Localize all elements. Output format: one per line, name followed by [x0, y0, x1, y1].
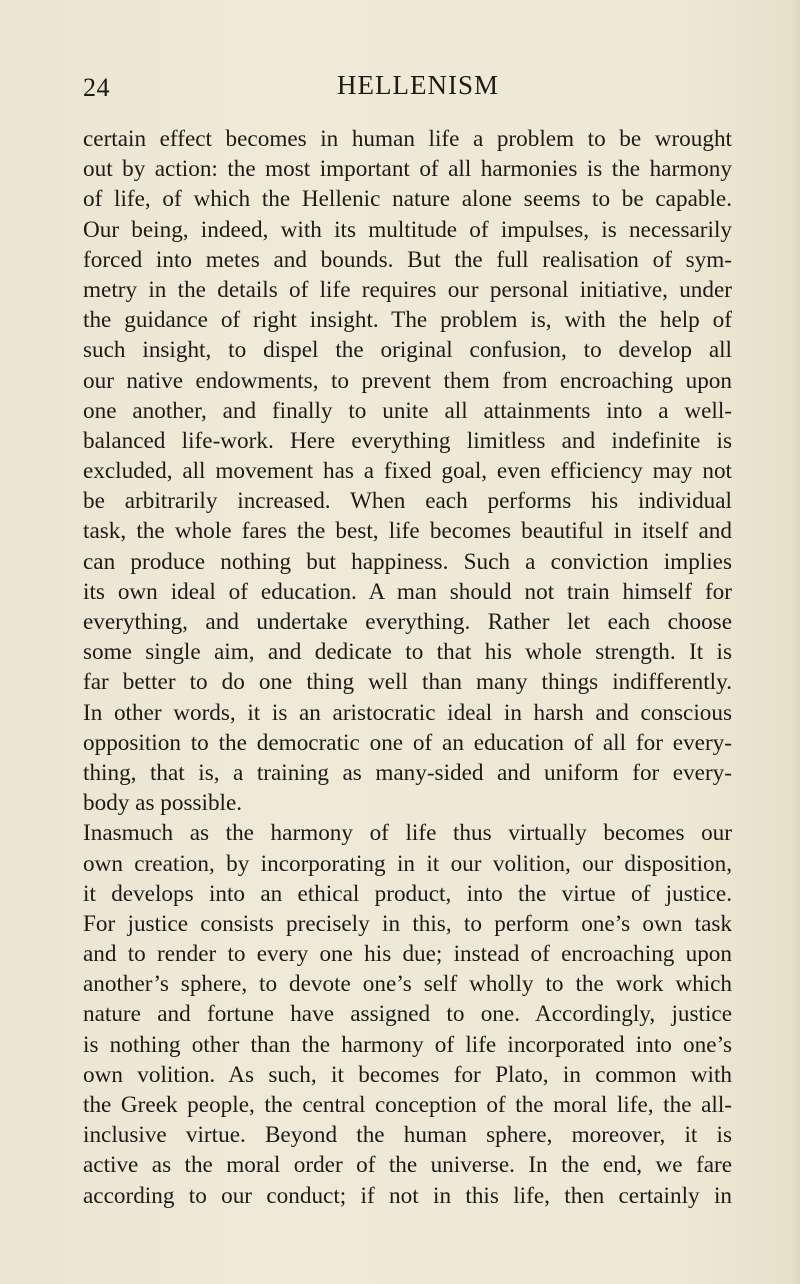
paragraph-start-line: Inasmuch as the harmony of life thus virtually becomes our [83, 820, 732, 847]
text-line: can produce nothing but happiness. Such a conviction implies [83, 548, 732, 575]
page-number: 24 [83, 73, 110, 102]
text-line: the Greek people, the central conception of the moral life, the all- [83, 1092, 732, 1118]
text-line: For justice consists precisely in this, to perform one’s own task [83, 910, 732, 937]
text-line: active as the moral order of the universe. In the end, we fare [83, 1152, 732, 1179]
text-line: inclusive virtue. Beyond the human sphere, moreover, it is [83, 1122, 732, 1149]
text-line: according to our conduct; if not in this life, then certainly in [83, 1182, 732, 1209]
paragraph-end-line: body as possible. [83, 790, 243, 817]
text-line: is nothing other than the harmony of life incorporated into one’s [83, 1031, 732, 1058]
text-line: the guidance of right insight. The problem is, with the help of [83, 307, 732, 334]
text-line: forced into metes and bounds. But the full realisation of sym- [83, 246, 732, 273]
page-header [83, 64, 733, 104]
text-line: opposition to the democratic one of an education of all for every- [83, 729, 732, 756]
text-line: out by action: the most important of all harmonies is the harmony [83, 156, 732, 183]
text-line: one another, and finally to unite all attainments into a well- [83, 397, 732, 424]
text-line: its own ideal of education. A man should not train himself for [83, 578, 732, 605]
text-line: certain effect becomes in human life a problem to be wrought [83, 126, 732, 152]
running-title: HELLENISM [337, 70, 499, 100]
text-line: it develops into an ethical product, into the virtue of justice. [83, 880, 732, 907]
text-line: of life, of which the Hellenic nature alone seems to be capable. [83, 186, 732, 213]
text-line: some single aim, and dedicate to that his whole strength. It is [83, 639, 732, 666]
text-line: everything, and undertake everything. Rather let each choose [83, 609, 732, 635]
page-edge-shadow [790, 0, 800, 1284]
text-line: far better to do one thing well than many things indifferently. [83, 669, 732, 696]
body-text [83, 124, 732, 1211]
text-line: another’s sphere, to devote one’s self wholly to the work which [83, 971, 732, 998]
text-line: excluded, all movement has a fixed goal, even efficiency may not [83, 458, 732, 485]
text-line: thing, that is, a training as many-sided and uniform for every- [83, 759, 732, 786]
text-line: balanced life-work. Here everything limitless and indefinite is [83, 427, 732, 454]
text-line: be arbitrarily increased. When each performs his individual [83, 488, 732, 515]
text-line: task, the whole fares the best, life becomes beautiful in itself and [83, 518, 732, 545]
text-line: metry in the details of life requires our personal initiative, under [83, 276, 732, 303]
text-line: own creation, by incorporating in it our volition, our disposition, [83, 850, 732, 877]
text-line: and to render to every one his due; instead of encroaching upon [83, 941, 732, 968]
text-line: such insight, to dispel the original confusion, to develop all [83, 337, 732, 364]
text-line: nature and fortune have assigned to one. Accordingly, justice [83, 1001, 732, 1028]
text-line: own volition. As such, it becomes for Plato, in common with [83, 1061, 732, 1088]
text-line: Our being, indeed, with its multitude of impulses, is necessarily [83, 216, 732, 243]
text-line: our native endowments, to prevent them from encroaching upon [83, 367, 732, 394]
text-line: In other words, it is an aristocratic ideal in harsh and conscious [83, 699, 732, 726]
